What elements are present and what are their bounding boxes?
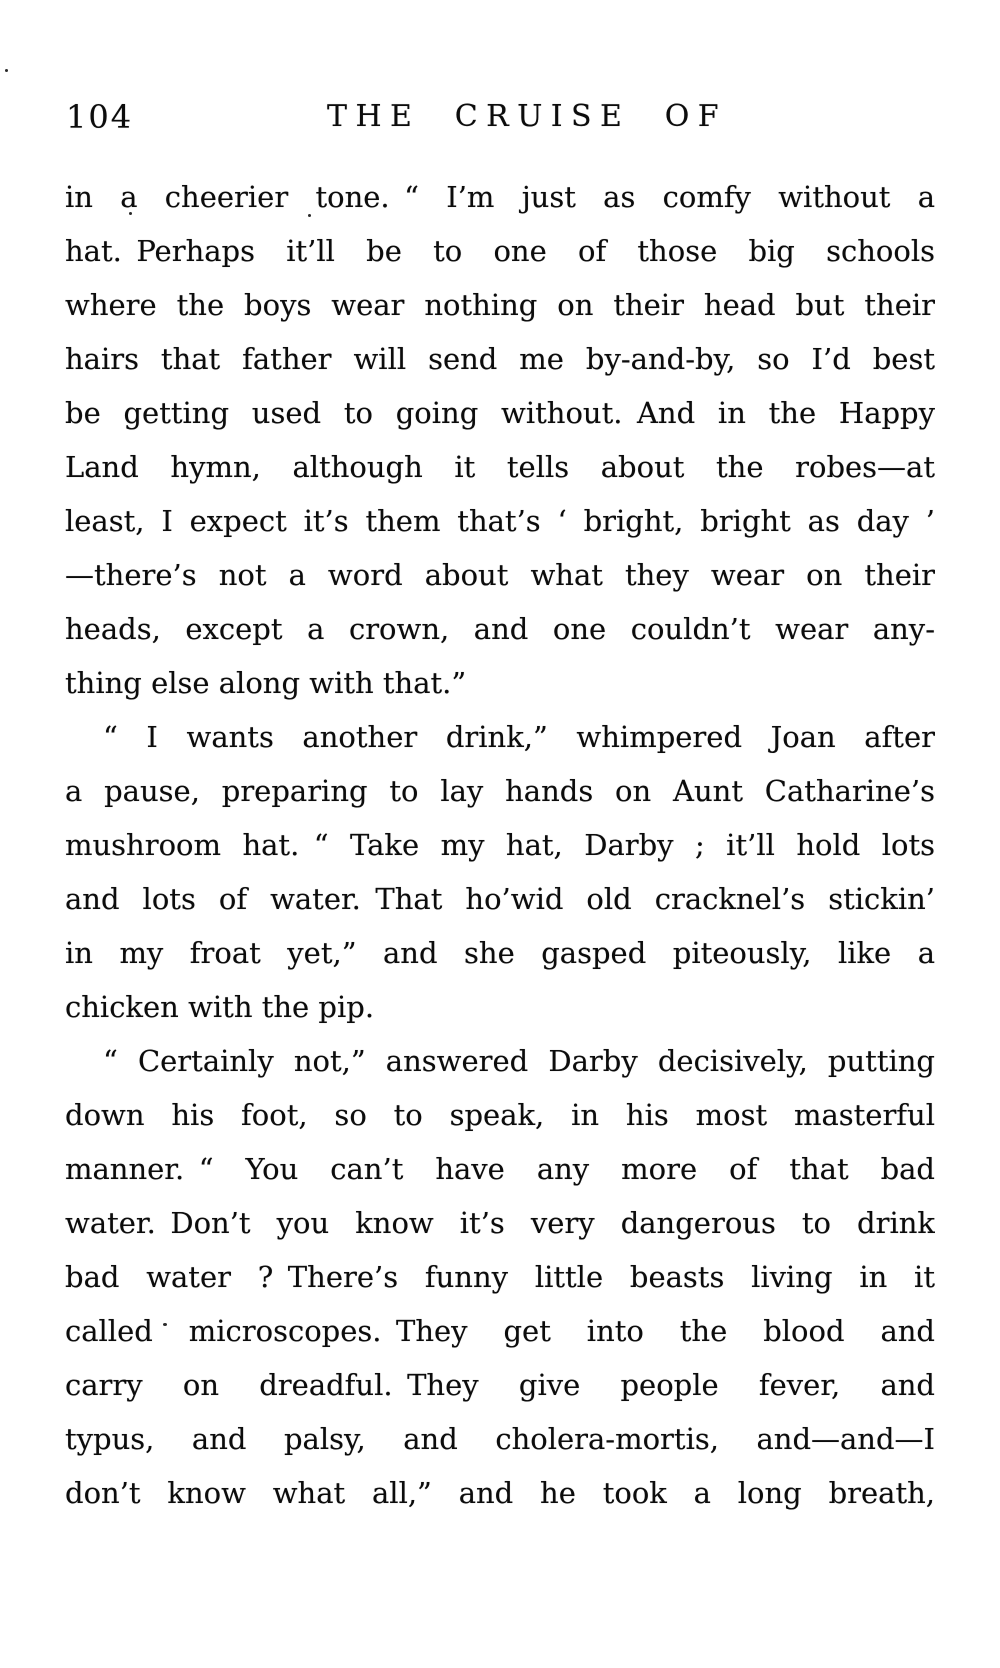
text-line: mushroom hat. “ Take my hat, Darby ; it’ll hold lots xyxy=(65,828,935,862)
paragraph xyxy=(65,710,935,1034)
text-line: chicken with the pip. xyxy=(65,990,375,1024)
text-line: don’t know what all,” and he took a long breath, xyxy=(65,1476,935,1510)
text-line: least, I expect it’s them that’s ‘ bright, bright as day ’ xyxy=(65,504,935,538)
text-line: a pause, preparing to lay hands on Aunt Catharine’s xyxy=(65,774,935,808)
text-line: where the boys wear nothing on their head but their xyxy=(65,288,935,322)
text-line: hat. Perhaps it’ll be to one of those big schools xyxy=(65,234,935,268)
text-line: thing else along with that.” xyxy=(65,666,467,700)
text-line: bad water ? There’s funny little beasts living in it xyxy=(65,1260,935,1294)
text-line: called microscopes. They get into the blood and xyxy=(65,1314,935,1348)
paragraph xyxy=(65,1034,935,1520)
text-block xyxy=(65,170,935,1520)
text-line: carry on dreadful. They give people fever, and xyxy=(65,1368,935,1402)
scan-speck xyxy=(5,69,8,72)
text-line: in a cheerier tone. “ I’m just as comfy without a xyxy=(65,180,935,214)
text-line: typus, and palsy, and cholera-mortis, and—and—I xyxy=(65,1422,935,1456)
text-line: down his foot, so to speak, in his most masterful xyxy=(65,1098,935,1132)
text-line: be getting used to going without. And in the Happy xyxy=(65,396,935,430)
text-line: heads, except a crown, and one couldn’t wear any- xyxy=(65,612,935,646)
text-line: and lots of water. That ho’wid old cracknel’s stickin’ xyxy=(65,882,935,916)
page-number: 104 xyxy=(66,98,134,136)
text-line: —there’s not a word about what they wear on their xyxy=(65,558,935,592)
text-line: water. Don’t you know it’s very dangerous to drink xyxy=(65,1206,935,1240)
text-line: manner. “ You can’t have any more of that bad xyxy=(65,1152,935,1186)
text-line: “ Certainly not,” answered Darby decisively, putting xyxy=(103,1044,935,1078)
text-line: hairs that father will send me by-and-by, so I’d best xyxy=(65,342,935,376)
text-line: Land hymn, although it tells about the robes—at xyxy=(65,450,935,484)
running-title: THE CRUISE OF xyxy=(327,99,727,134)
text-line: “ I wants another drink,” whimpered Joan after xyxy=(103,720,935,754)
page-header xyxy=(0,96,1000,142)
paragraph xyxy=(65,170,935,710)
text-line: in my froat yet,” and she gasped piteously, like a xyxy=(65,936,935,970)
